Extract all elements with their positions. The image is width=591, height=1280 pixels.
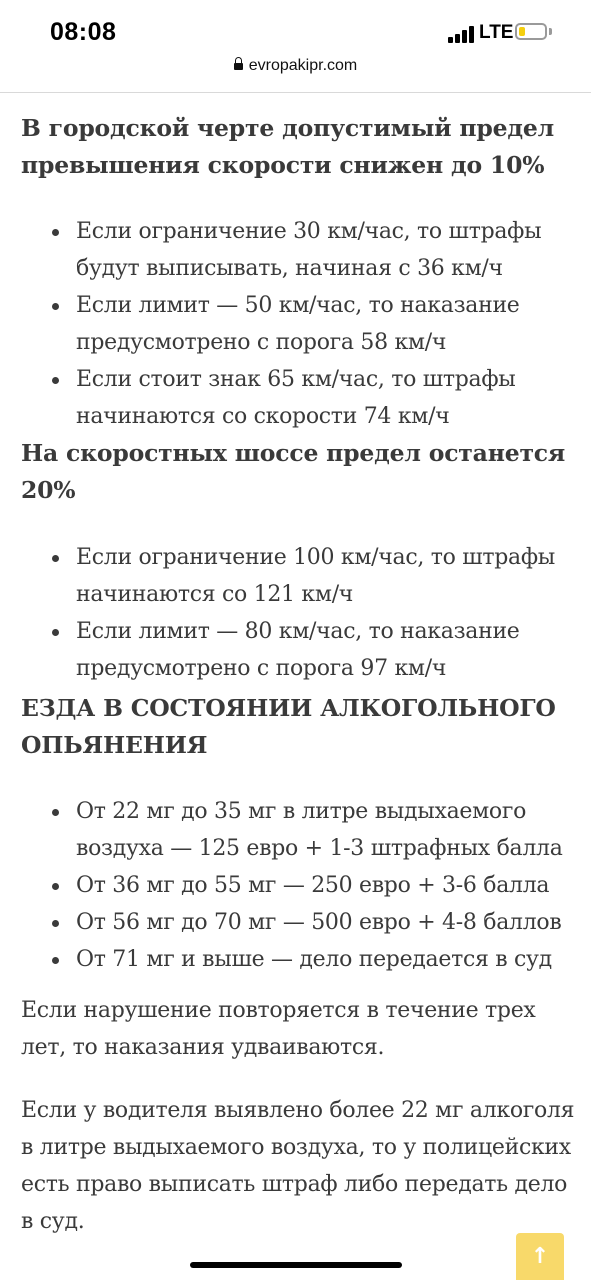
- address-bar-divider: [0, 92, 591, 93]
- status-bar: [0, 0, 591, 54]
- section-heading-drunk-driving: ЕЗДА В СОСТОЯНИИ АЛКОГОЛЬНОГО ОПЬЯНЕНИЯ: [21, 694, 556, 759]
- battery-icon: [515, 23, 547, 40]
- list-item: От 56 мг до 70 мг — 500 евро + 4-8 баллов: [21, 904, 577, 941]
- article-content: [21, 110, 577, 1240]
- lock-icon: [234, 63, 243, 70]
- scroll-to-top-button[interactable]: [516, 1233, 564, 1280]
- list-item: Если лимит — 80 км/час, то наказание предусмотрено с порога 97 км/ч: [21, 613, 577, 687]
- list-item: Если ограничение 30 км/час, то штрафы будут выписывать, начиная с 36 км/ч: [21, 213, 577, 287]
- drunk-driving-list: [21, 793, 577, 978]
- section-heading-city-speed: В городской черте допустимый предел превышения скорости снижен до 10%: [21, 114, 554, 179]
- home-indicator[interactable]: [190, 1262, 402, 1268]
- paragraph-police-rights: Если у водителя выявлено более 22 мг алкоголя в литре выдыхаемого воздуха, то у полицейских есть право выписать штраф либо передать дело в суд.: [21, 1098, 575, 1234]
- list-item: Если ограничение 100 км/час, то штрафы начинаются со 121 км/ч: [21, 539, 577, 613]
- cellular-signal-icon: [448, 25, 476, 43]
- list-item: От 36 мг до 55 мг — 250 евро + 3-6 балла: [21, 867, 577, 904]
- network-type: LTE: [479, 22, 514, 43]
- battery-cap: [549, 28, 552, 35]
- battery-level: [519, 27, 525, 36]
- status-time: 08:08: [50, 18, 117, 46]
- list-item: Если стоит знак 65 км/час, то штрафы начинаются со скорости 74 км/ч: [21, 361, 577, 435]
- paragraph-repeat-offense: Если нарушение повторяется в течение трех лет, то наказания удваиваются.: [21, 998, 536, 1060]
- list-item: Если лимит — 50 км/час, то наказание предусмотрено с порога 58 км/ч: [21, 287, 577, 361]
- list-item: От 22 мг до 35 мг в литре выдыхаемого воздуха — 125 евро + 1-3 штрафных балла: [21, 793, 577, 867]
- address-bar[interactable]: [0, 54, 591, 92]
- city-speed-list: [21, 213, 577, 435]
- highway-speed-list: [21, 539, 577, 687]
- arrow-up-icon: ↑: [530, 1244, 550, 1269]
- section-heading-highway-speed: На скоростных шоссе предел останется 20%: [21, 439, 566, 504]
- list-item: От 71 мг и выше — дело передается в суд: [21, 941, 577, 978]
- url-text: evropakipr.com: [248, 57, 358, 74]
